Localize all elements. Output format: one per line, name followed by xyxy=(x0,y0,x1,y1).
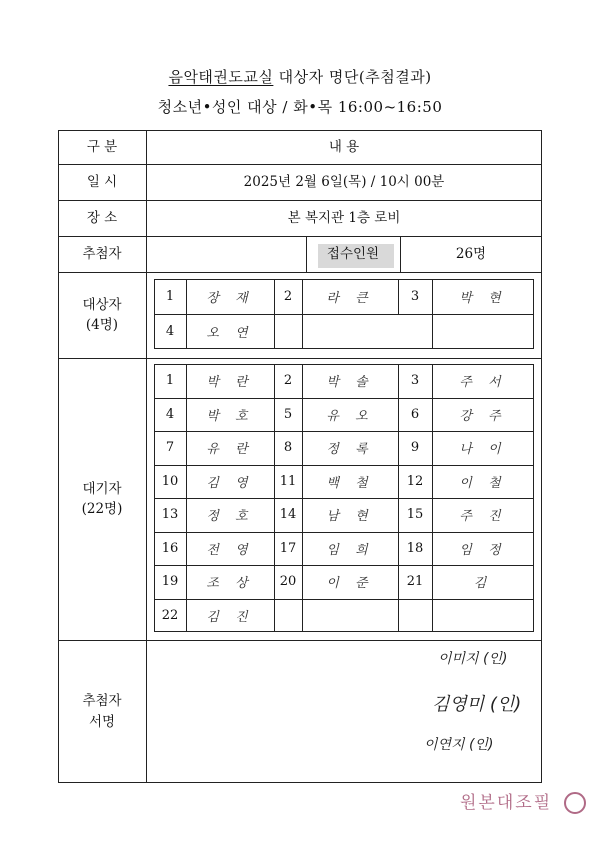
waiting-name-15: 주 진 xyxy=(459,509,507,525)
waiting-no-5: 5 xyxy=(283,406,293,422)
waiting-name-5: 유 오 xyxy=(326,408,374,424)
waiting-name-20: 이 준 xyxy=(326,576,374,592)
waiting-name-9: 나 이 xyxy=(459,442,507,458)
waiting-no-13: 13 xyxy=(161,507,179,523)
waiting-no-22: 22 xyxy=(161,607,179,623)
document-title xyxy=(0,66,600,87)
signature-label xyxy=(58,640,146,783)
header-label: 구 분 xyxy=(86,138,118,155)
waiting-name-4: 박 호 xyxy=(206,408,254,424)
waiting-name-16: 전 영 xyxy=(206,542,254,558)
waiting-label-line1: 대기자 xyxy=(82,480,122,497)
waiting-no-16: 16 xyxy=(161,540,179,556)
selected-no-3: 3 xyxy=(410,289,420,304)
selected-label-line1: 대상자 xyxy=(82,296,122,313)
selected-no-2: 2 xyxy=(283,289,293,304)
waiting-no-14: 14 xyxy=(279,507,297,523)
signature-1: 이미지 (인) xyxy=(438,651,508,667)
waiting-name-13: 정 호 xyxy=(206,509,254,525)
stamp-text: 원본대조필 xyxy=(460,793,553,813)
signature-3: 이연지 (인) xyxy=(424,737,494,753)
waiting-no-2: 2 xyxy=(283,373,293,389)
verification-stamp xyxy=(460,788,586,814)
waiting-no-8: 8 xyxy=(283,440,293,456)
waiting-name-12: 이 철 xyxy=(459,475,507,491)
document-subtitle: 청소년•성인 대상 / 화•목 16:00~16:50 xyxy=(157,98,443,116)
applicants-value: 26명 xyxy=(455,245,487,262)
waiting-name-3: 주 서 xyxy=(459,375,507,391)
selected-label-line2: (4명) xyxy=(85,317,119,333)
applicants-label: 접수인원 xyxy=(326,245,380,262)
selected-name-3: 박 현 xyxy=(459,291,507,306)
selected-name-4: 오 연 xyxy=(206,326,254,341)
waiting-no-21: 21 xyxy=(406,574,424,590)
signature-label-line2: 서명 xyxy=(88,713,116,730)
waiting-no-19: 19 xyxy=(161,574,179,590)
place-label: 장 소 xyxy=(86,209,118,226)
drawer-value xyxy=(146,236,306,272)
waiting-no-18: 18 xyxy=(406,540,424,556)
waiting-no-20: 20 xyxy=(279,574,297,590)
seal-icon xyxy=(564,792,586,814)
signature-label-line1: 추첨자 xyxy=(82,693,122,710)
selected-name-1: 장 재 xyxy=(206,291,254,306)
waiting-name-22: 김 진 xyxy=(206,609,254,625)
waiting-name-8: 정 록 xyxy=(326,442,374,458)
waiting-no-9: 9 xyxy=(410,440,420,456)
waiting-name-14: 남 현 xyxy=(326,509,374,525)
program-name: 음악태권도교실 xyxy=(168,68,274,86)
title-rest: 대상자 명단(추첨결과) xyxy=(273,68,432,86)
waiting-name-7: 유 란 xyxy=(206,442,254,458)
selected-no-4: 4 xyxy=(165,324,175,339)
date-label: 일 시 xyxy=(86,173,118,190)
waiting-no-6: 6 xyxy=(410,406,420,422)
waiting-no-7: 7 xyxy=(165,440,175,456)
selected-label xyxy=(58,272,146,358)
waiting-no-1: 1 xyxy=(165,373,175,389)
selected-name-2: 라 큰 xyxy=(326,291,374,306)
waiting-name-19: 조 상 xyxy=(206,576,254,592)
drawer-label: 추첨자 xyxy=(82,245,122,262)
waiting-name-18: 임 정 xyxy=(459,542,507,558)
waiting-name-21: 김 xyxy=(473,576,493,592)
waiting-name-6: 강 주 xyxy=(459,408,507,424)
waiting-no-3: 3 xyxy=(410,373,420,389)
waiting-name-1: 박 란 xyxy=(206,375,254,391)
waiting-no-11: 11 xyxy=(279,473,297,489)
place-value: 본 복지관 1층 로비 xyxy=(287,209,401,226)
waiting-label xyxy=(58,358,146,640)
header-value: 내 용 xyxy=(328,138,360,155)
waiting-name-11: 백 철 xyxy=(326,475,374,491)
waiting-no-4: 4 xyxy=(165,406,175,422)
waiting-name-2: 박 솔 xyxy=(326,375,374,391)
selected-no-1: 1 xyxy=(165,289,175,304)
waiting-no-15: 15 xyxy=(406,507,424,523)
signature-2: 김영미 (인) xyxy=(432,694,522,715)
waiting-name-17: 임 희 xyxy=(326,542,374,558)
waiting-name-10: 김 영 xyxy=(206,475,254,491)
waiting-no-12: 12 xyxy=(406,473,424,489)
waiting-label-line2: (22명) xyxy=(81,501,123,517)
date-value: 2025년 2월 6일(목) / 10시 00분 xyxy=(243,173,445,190)
waiting-no-17: 17 xyxy=(279,540,297,556)
waiting-no-10: 10 xyxy=(161,473,179,489)
